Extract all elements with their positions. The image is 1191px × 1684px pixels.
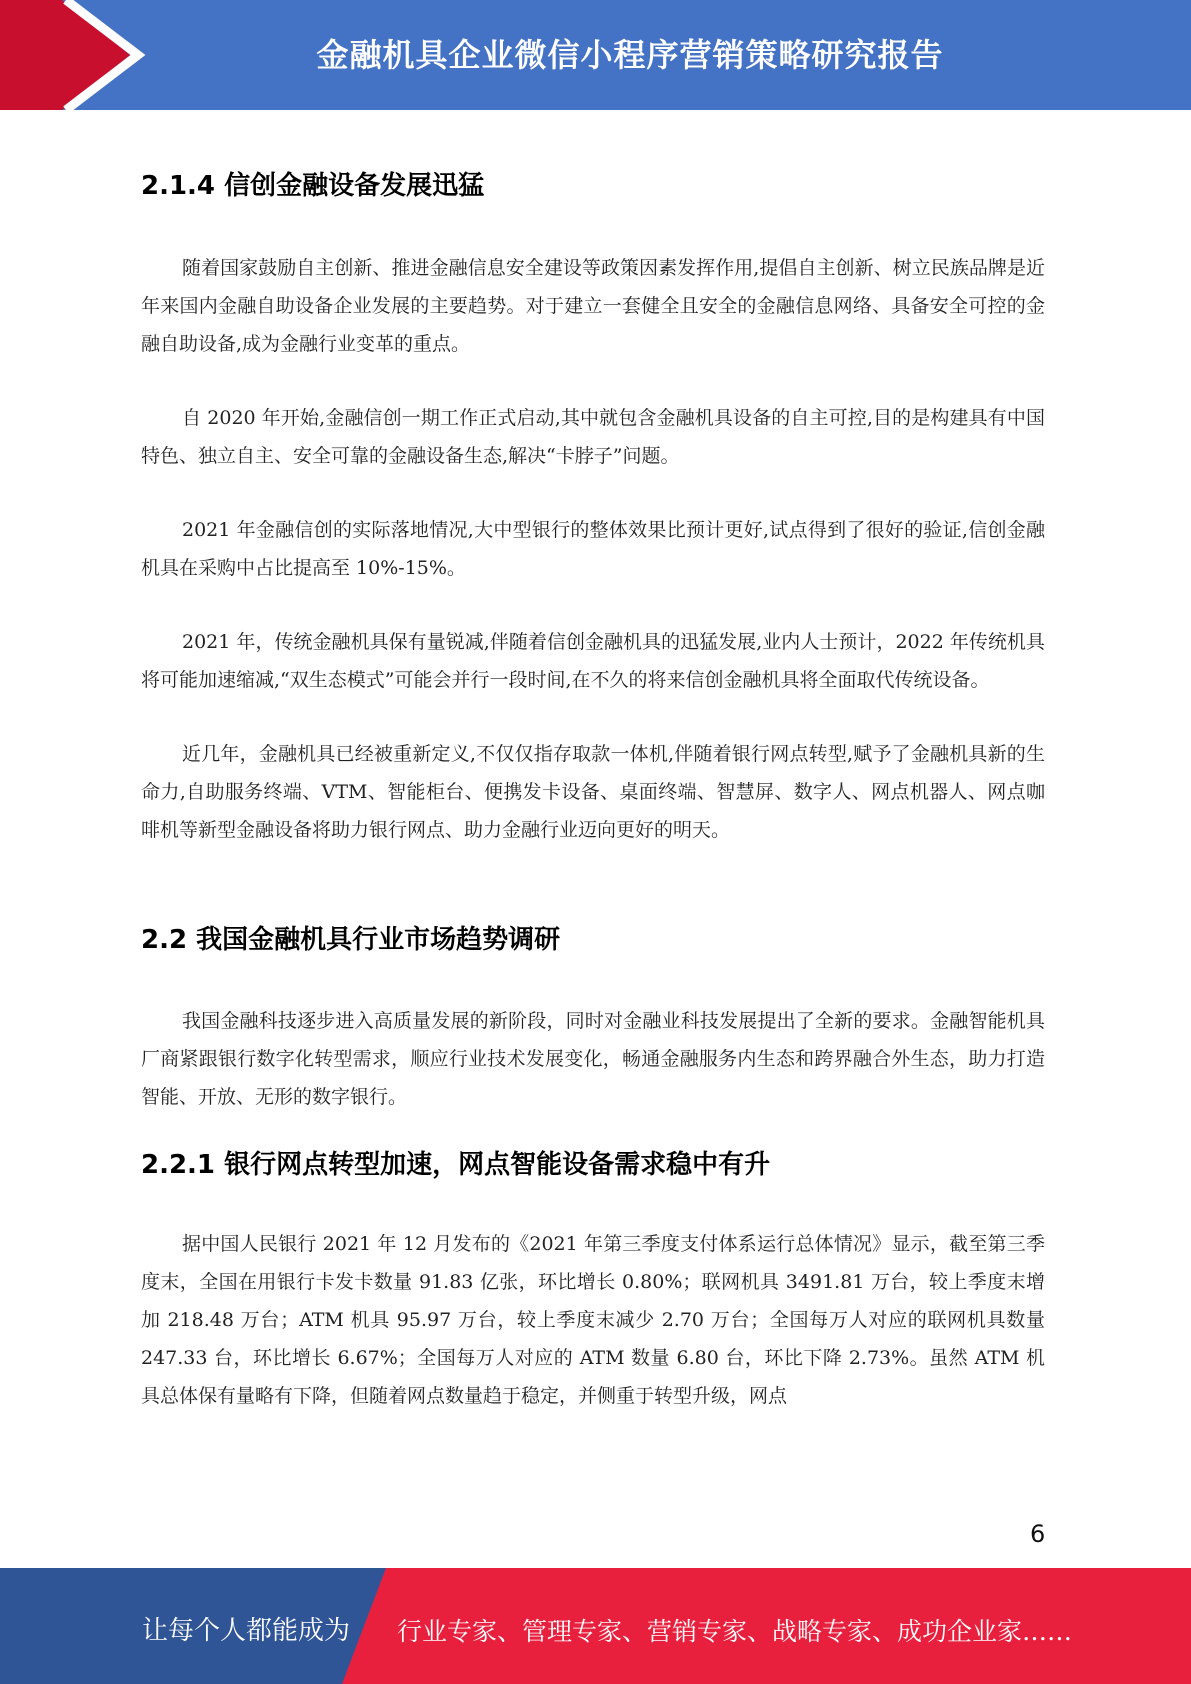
footer-banner (0, 1568, 1191, 1684)
page-number: 6 (1030, 1520, 1046, 1548)
header-chevron-icon (0, 0, 160, 110)
report-title: 金融机具企业微信小程序营销策略研究报告 (316, 36, 944, 74)
paragraph: 2021 年金融信创的实际落地情况,大中型银行的整体效果比预计更好,试点得到了很好的验证,信创金融机具在采购中占比提高至 10%-15%。 (141, 519, 1045, 579)
paragraph: 据中国人民银行 2021 年 12 月发布的《2021 年第三季度支付体系运行总体情况》显示，截至第三季度末，全国在用银行卡发卡数量 91.83 亿张，环比增长 0.80%；联网机具 3491.81 万台，较上季度末增加 218.48 万台；ATM 机具 95.97 万台，较上季度末减少 2.70 万台；全国每万人对应的联网机具数量 247.33 台，环比增长 6.67%；全国每万人对应的 ATM 数量 6.80 台，环比下降 2.73%。虽然 ATM 机具总体保有量略有下降，但随着网点数量趋于稳定，并侧重于转型升级，网点 (141, 1233, 1045, 1407)
section-heading-2-2: 2.2 我国金融机具行业市场趋势调研 (141, 925, 561, 955)
header-banner (0, 0, 1191, 110)
paragraph: 随着国家鼓励自主创新、推进金融信息安全建设等政策因素发挥作用,提倡自主创新、树立民族品牌是近年来国内金融自助设备企业发展的主要趋势。对于建立一套健全且安全的金融信息网络、具备安全可控的金融自助设备,成为金融行业变革的重点。 (141, 257, 1045, 355)
paragraph: 我国金融科技逐步进入高质量发展的新阶段，同时对金融业科技发展提出了全新的要求。金融智能机具厂商紧跟银行数字化转型需求，顺应行业技术发展变化，畅通金融服务内生态和跨界融合外生态，助力打造智能、开放、无形的数字银行。 (141, 1010, 1045, 1108)
document-body (141, 165, 1045, 1415)
footer-slogan-right: 行业专家、管理专家、营销专家、战略专家、成功企业家…… (397, 1617, 1073, 1646)
paragraph: 近几年，金融机具已经被重新定义,不仅仅指存取款一体机,伴随着银行网点转型,赋予了金融机具新的生命力,自助服务终端、VTM、智能柜台、便携发卡设备、桌面终端、智慧屏、数字人、网点机器人、网点咖啡机等新型金融设备将助力银行网点、助力金融行业迈向更好的明天。 (141, 743, 1045, 841)
section-heading-2-1-4: 2.1.4 信创金融设备发展迅猛 (141, 171, 485, 201)
paragraph: 2021 年，传统金融机具保有量锐减,伴随着信创金融机具的迅猛发展,业内人士预计，2022 年传统机具将可能加速缩减,“双生态模式”可能会并行一段时间,在不久的将来信创金融机具将全面取代传统设备。 (141, 631, 1045, 691)
paragraph: 自 2020 年开始,金融信创一期工作正式启动,其中就包含金融机具设备的自主可控,目的是构建具有中国特色、独立自主、安全可靠的金融设备生态,解决“卡脖子”问题。 (141, 407, 1045, 467)
footer-slogan-left: 让每个人都能成为 (142, 1616, 351, 1646)
section-heading-2-2-1: 2.2.1 银行网点转型加速，网点智能设备需求稳中有升 (141, 1150, 771, 1180)
